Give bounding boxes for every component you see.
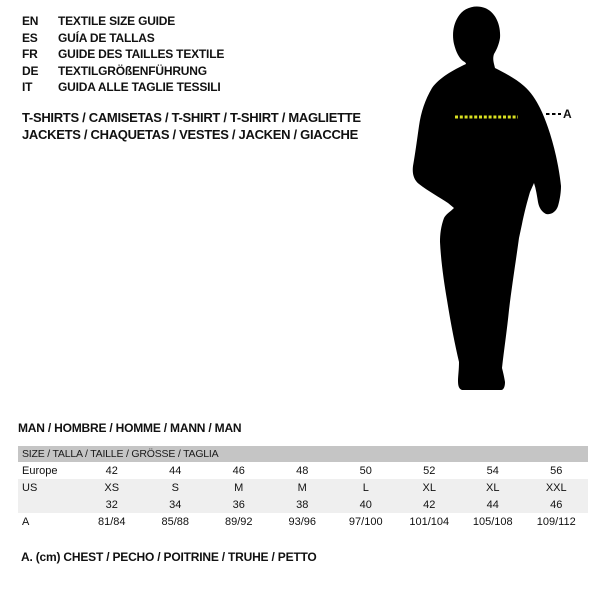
size-cell: 109/112 xyxy=(536,515,576,528)
section-title-man: MAN / HOMBRE / HOMME / MANN / MAN xyxy=(18,421,242,435)
language-title: TEXTILGRÖßENFÜHRUNG xyxy=(58,63,207,78)
size-table xyxy=(18,446,588,530)
size-cell: M xyxy=(297,481,307,494)
language-code: IT xyxy=(22,80,33,95)
table-row-us xyxy=(18,479,588,496)
size-cell: 48 xyxy=(296,464,309,477)
size-cell: 34 xyxy=(169,498,182,511)
size-cell: 52 xyxy=(423,464,436,477)
measurement-footnote: A. (cm) CHEST / PECHO / POITRINE / TRUHE / PETTO xyxy=(21,550,317,564)
size-cell: S xyxy=(171,481,179,494)
model-figure xyxy=(395,0,600,410)
table-header: SIZE / TALLA / TAILLE / GRÖSSE / TAGLIA xyxy=(18,446,588,462)
size-cell: 101/104 xyxy=(409,515,450,528)
garment-categories xyxy=(22,109,361,143)
row-label: US xyxy=(22,481,38,494)
language-row-it xyxy=(22,79,224,96)
size-cell: 44 xyxy=(486,498,499,511)
language-title: GUÍA DE TALLAS xyxy=(58,30,155,45)
language-code: DE xyxy=(22,63,39,78)
row-label: Europe xyxy=(22,464,58,477)
size-cell: XL xyxy=(486,481,500,494)
language-row-fr xyxy=(22,46,224,63)
size-cell: 81/84 xyxy=(97,515,126,528)
language-title: GUIDA ALLE TAGLIE TESSILI xyxy=(58,80,221,95)
man-silhouette xyxy=(413,6,561,390)
language-row-en xyxy=(22,13,224,30)
size-cell: 89/92 xyxy=(224,515,253,528)
size-cell: 38 xyxy=(296,498,309,511)
size-cell: 93/96 xyxy=(288,515,317,528)
size-cell: 56 xyxy=(550,464,563,477)
size-cell: M xyxy=(234,481,244,494)
table-row-chest-cm xyxy=(18,513,588,530)
language-title: GUIDE DES TAILLES TEXTILE xyxy=(58,47,225,62)
size-cell: XS xyxy=(104,481,120,494)
language-list xyxy=(22,13,224,96)
size-cell: 46 xyxy=(232,464,245,477)
table-row-us-numeric xyxy=(18,496,588,513)
size-cell: XL xyxy=(422,481,436,494)
size-cell: 54 xyxy=(486,464,499,477)
table-row-europe xyxy=(18,462,588,479)
row-label: A xyxy=(22,515,30,528)
size-cell: 50 xyxy=(359,464,372,477)
size-cell: 36 xyxy=(232,498,245,511)
size-cell: 32 xyxy=(105,498,118,511)
size-cell: XXL xyxy=(545,481,567,494)
size-cell: 42 xyxy=(105,464,118,477)
size-cell: 46 xyxy=(550,498,563,511)
size-cell: 85/88 xyxy=(161,515,190,528)
size-cell: 105/108 xyxy=(472,515,513,528)
measure-label-a: A xyxy=(563,107,572,121)
language-row-de xyxy=(22,63,224,80)
size-cell: L xyxy=(362,481,369,494)
language-code: ES xyxy=(22,30,38,45)
language-row-es xyxy=(22,30,224,47)
category-line-jackets: JACKETS / CHAQUETAS / VESTES / JACKEN / GIACCHE xyxy=(22,127,358,142)
language-code: EN xyxy=(22,14,39,28)
size-cell: 44 xyxy=(169,464,182,477)
size-cell: 97/100 xyxy=(348,515,383,528)
category-line-tshirts: T-SHIRTS / CAMISETAS / T-SHIRT / T-SHIRT / MAGLIETTE xyxy=(22,110,361,125)
size-cell: 42 xyxy=(423,498,436,511)
language-title: TEXTILE SIZE GUIDE xyxy=(58,14,176,28)
size-cell: 40 xyxy=(359,498,372,511)
language-code: FR xyxy=(22,47,38,62)
man-silhouette-graphic xyxy=(395,0,600,410)
